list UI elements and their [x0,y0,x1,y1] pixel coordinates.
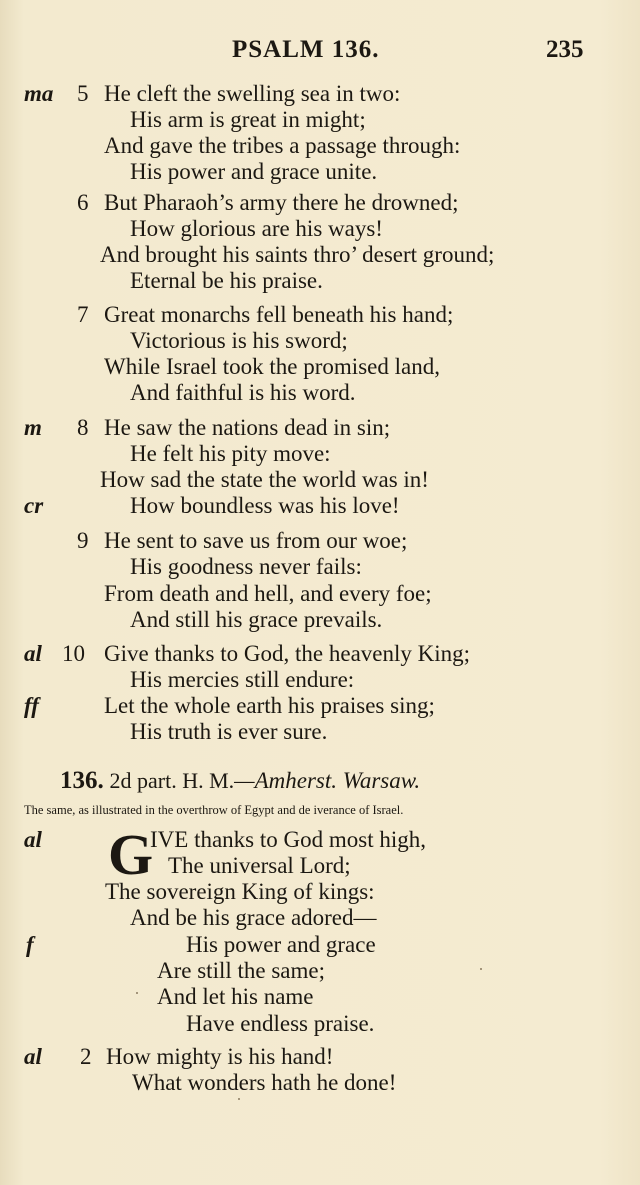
paper-speck [136,992,138,994]
verse-line: While Israel took the promised land, [104,354,440,379]
verse-line: And faithful is his word. [130,380,356,405]
paper-speck [238,1098,240,1100]
verse-line: Are still the same; [157,958,325,983]
verse-line: How boundless was his love! [130,493,400,518]
stanza-number: 7 [77,302,89,327]
verse-line: How mighty is his hand! [106,1044,334,1069]
dynamic-mark: al [24,827,42,852]
stanza-number: 5 [77,81,89,106]
verse-line: How glorious are his ways! [130,216,383,241]
page-header [0,36,640,70]
dynamic-mark: f [26,932,34,957]
verse-line: He sent to save us from our woe; [104,528,408,553]
stanza-number: 9 [77,528,89,553]
running-title: PSALM 136. [232,36,380,63]
hymn-subtitle: The same, as illustrated in the overthrow of Egypt and de iverance of Israel. [24,803,404,817]
verse-line: Let the whole earth his praises sing; [104,693,435,718]
verse-line: IVE thanks to God most high, [150,827,426,852]
verse-line: How sad the state the world was in! [100,467,429,492]
dynamic-mark: ma [24,81,54,106]
hymn-part-meter: 2d part. H. M. [109,768,235,793]
verse-line: From death and hell, and every foe; [104,581,432,606]
dynamic-mark: al [24,641,42,666]
hymn-number: 136. [60,767,104,794]
verse-line: Great monarchs fell beneath his hand; [104,302,454,327]
stanza-number: 2 [80,1044,92,1069]
verse-line: His arm is great in might; [130,107,366,132]
dynamic-mark: m [24,415,42,440]
verse-line: He cleft the swelling sea in two: [104,81,401,106]
verse-line: His goodness never fails: [130,554,362,579]
paper-speck [480,968,482,970]
verse-line: His truth is ever sure. [130,719,328,744]
stanza-number: 10 [62,641,85,666]
verse-line: His mercies still endure: [130,667,355,692]
page-number: 235 [546,36,584,63]
dynamic-mark: ff [24,693,39,718]
hymn-tunes: —Amherst. Warsaw. [234,768,421,793]
verse-line: Victorious is his sword; [130,328,348,353]
verse-line: And brought his saints thro’ desert ground; [100,242,495,267]
verse-line: Give thanks to God, the heavenly King; [104,641,471,666]
dynamic-mark: cr [24,493,44,518]
verse-line: What wonders hath he done! [132,1070,397,1095]
verse-line: The sovereign King of kings: [105,879,375,904]
verse-line: He saw the nations dead in sin; [104,415,391,440]
verse-line: And gave the tribes a passage through: [104,133,461,158]
verse-line: The universal Lord; [168,853,351,878]
stanza-number: 8 [77,415,89,440]
stanza-number: 6 [77,190,89,215]
verse-line: His power and grace unite. [130,159,378,184]
verse-line: And still his grace prevails. [130,607,383,632]
verse-line: And be his grace adored— [130,905,377,930]
verse-line: His power and grace [186,932,376,957]
drop-cap: G [108,822,154,887]
verse-line: Eternal be his praise. [130,268,323,293]
hymn-heading [60,766,420,796]
verse-line: And let his name [157,984,314,1009]
verse-line: But Pharaoh’s army there he drowned; [104,190,459,215]
verse-line: Have endless praise. [186,1011,375,1036]
dynamic-mark: al [24,1044,42,1069]
verse-line: He felt his pity move: [130,441,331,466]
